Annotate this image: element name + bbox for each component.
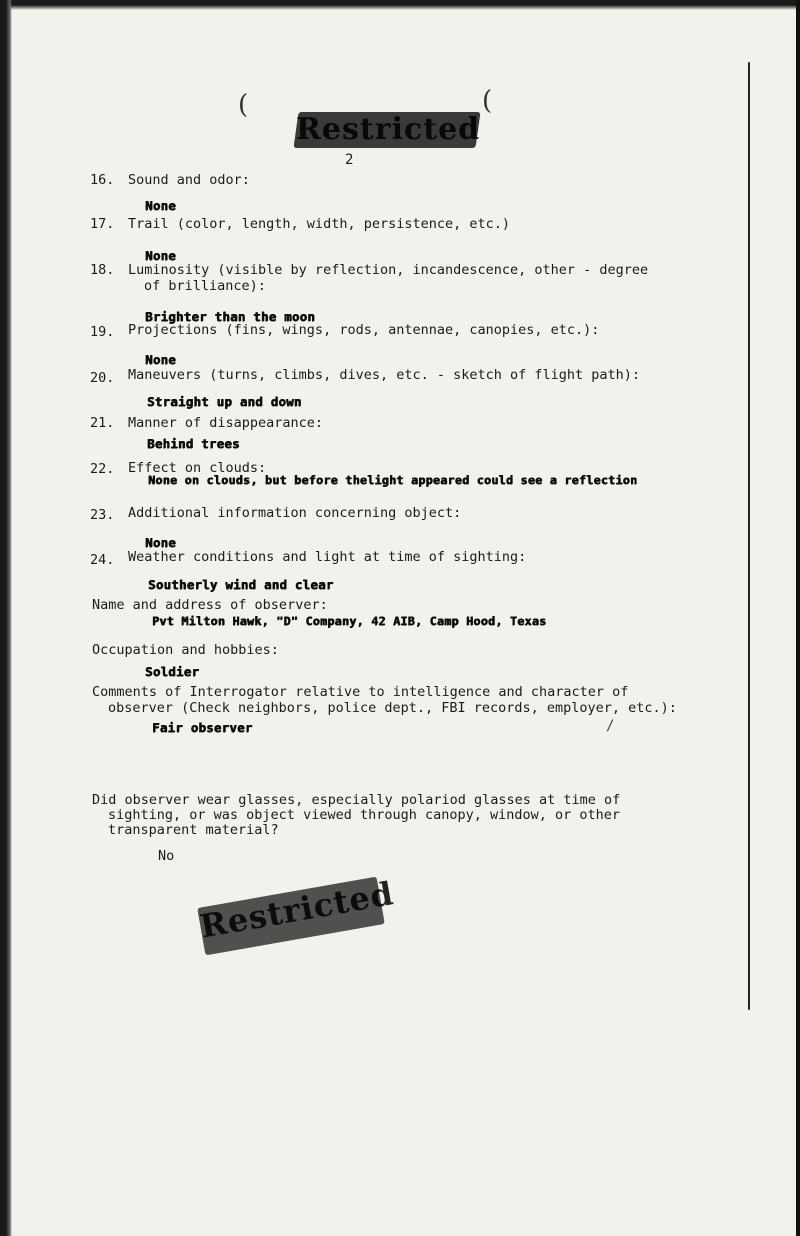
item-22-number: 22. (90, 461, 115, 477)
item-18-number: 18. (90, 262, 115, 278)
item-23-answer: None (145, 535, 176, 550)
observer-name-label: Name and address of observer: (92, 597, 328, 613)
item-24-number: 24. (90, 552, 115, 568)
glasses-question-line2: sighting, or was object viewed through canopy, window, or other (108, 807, 621, 823)
item-16-answer: None (145, 198, 176, 213)
page-number: 2 (345, 152, 354, 168)
glasses-answer: No (158, 848, 175, 864)
item-20-number: 20. (90, 370, 115, 386)
item-17-answer: None (145, 248, 176, 263)
item-19-question: Projections (fins, wings, rods, antennae, canopies, etc.): (128, 322, 600, 338)
item-20-answer: Straight up and down (147, 394, 302, 409)
pencil-mark: / (606, 718, 615, 734)
item-18-answer: Brighter than the moon (145, 309, 315, 324)
item-18-question-cont: of brilliance): (144, 278, 266, 294)
item-18-question: Luminosity (visible by reflection, incandescence, other - degree (128, 262, 649, 278)
restricted-stamp-bottom: Restricted (197, 877, 385, 956)
item-21-number: 21. (90, 415, 115, 431)
comments-label-line2: observer (Check neighbors, police dept., FBI records, employer, etc.): (108, 700, 677, 716)
item-17-number: 17. (90, 216, 115, 232)
restricted-stamp-top: Restricted (296, 112, 478, 148)
comments-value: Fair observer (152, 720, 253, 735)
occupation-label: Occupation and hobbies: (92, 642, 279, 658)
scan-edge-top (0, 0, 800, 10)
item-16-question: Sound and odor: (128, 172, 250, 188)
glasses-question-line1: Did observer wear glasses, especially polariod glasses at time of (92, 792, 621, 808)
item-19-number: 19. (90, 324, 115, 340)
margin-line (748, 62, 750, 1010)
item-20-question: Maneuvers (turns, climbs, dives, etc. - sketch of flight path): (128, 367, 641, 383)
item-23-question: Additional information concerning object: (128, 505, 462, 521)
item-22-question: Effect on clouds: (128, 460, 267, 476)
item-19-answer: None (145, 352, 176, 367)
observer-name-value: Pvt Milton Hawk, "D" Company, 42 AIB, Camp Hood, Texas (152, 614, 547, 628)
scan-edge-right (796, 0, 800, 1236)
comments-label-line1: Comments of Interrogator relative to intelligence and character of (92, 684, 629, 700)
bracket-mark-left: ( (238, 90, 249, 120)
item-24-question: Weather conditions and light at time of sighting: (128, 549, 527, 565)
item-23-number: 23. (90, 507, 115, 523)
item-22-answer: None on clouds, but before thelight appeared could see a reflection (148, 473, 638, 487)
item-24-answer: Southerly wind and clear (148, 577, 334, 592)
glasses-question-line3: transparent material? (108, 822, 279, 838)
item-16-number: 16. (90, 172, 115, 188)
item-17-question: Trail (color, length, width, persistence, etc.) (128, 216, 511, 232)
item-21-question: Manner of disappearance: (128, 415, 324, 431)
occupation-value: Soldier (145, 664, 200, 679)
scan-edge-left (0, 0, 12, 1236)
bracket-mark-right: ( (482, 86, 493, 116)
item-21-answer: Behind trees (147, 436, 240, 451)
